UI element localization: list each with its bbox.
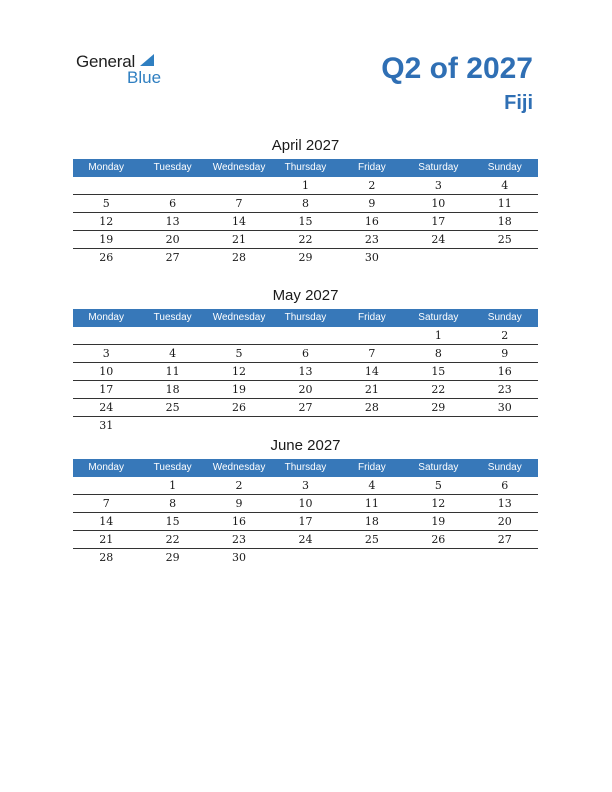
day-cell: 21 [364,383,379,396]
week-row [73,327,538,345]
day-cell: 28 [364,401,379,414]
weekday-label: Saturday [418,312,459,323]
day-cell: 25 [497,233,512,246]
week-row [73,231,538,249]
day-cell: 20 [298,383,313,396]
day-cell [206,417,272,434]
weekday-label: Monday [88,462,124,473]
weekday-header [73,309,538,327]
month-april [73,135,538,266]
day-cell: 11 [364,497,379,510]
week-row [73,213,538,231]
day-cell: 6 [301,347,309,360]
day-cell: 30 [232,551,247,564]
day-cell: 12 [232,365,247,378]
day-cell: 20 [165,233,180,246]
day-cell [339,327,405,344]
day-cell: 1 [301,179,309,192]
day-cell: 7 [368,347,376,360]
week-row [73,363,538,381]
day-cell [73,177,139,194]
day-cell: 2 [501,329,509,342]
weekday-label: Friday [358,162,386,173]
day-cell: 27 [165,251,180,264]
day-cell [405,549,471,566]
day-cell: 25 [165,401,180,414]
day-cell: 21 [99,533,114,546]
logo-blue-text: Blue [127,68,162,87]
day-cell [472,417,538,434]
day-cell: 3 [301,479,309,492]
day-cell: 11 [497,197,512,210]
day-cell: 6 [501,479,509,492]
weekday-label: Sunday [487,162,522,173]
day-cell [73,477,139,494]
day-cell: 2 [368,179,376,192]
day-cell: 8 [169,497,177,510]
weekday-label: Tuesday [153,462,192,473]
day-cell: 15 [431,365,446,378]
week-row [73,417,538,434]
day-cell [139,417,205,434]
month-june [73,435,538,566]
day-cell: 31 [99,419,114,432]
day-cell: 26 [232,401,247,414]
country-subtitle: Fiji [504,92,533,114]
day-cell: 4 [501,179,509,192]
day-cell: 25 [364,533,379,546]
weekday-label: Tuesday [153,312,192,323]
day-cell: 5 [235,347,243,360]
day-cell: 29 [298,251,313,264]
day-cell: 17 [298,515,313,528]
day-cell [405,417,471,434]
day-cell [206,177,272,194]
month-title: April 2027 [271,137,340,154]
day-cell [272,549,338,566]
day-cell: 14 [99,515,114,528]
day-cell: 23 [497,383,512,396]
day-cell [339,417,405,434]
day-cell: 11 [165,365,180,378]
weekday-label: Saturday [418,462,459,473]
day-cell: 9 [368,197,376,210]
day-cell: 16 [364,215,379,228]
day-cell: 21 [232,233,247,246]
day-cell: 14 [364,365,379,378]
day-cell: 19 [232,383,247,396]
weekday-label: Thursday [284,312,327,323]
day-cell: 17 [431,215,446,228]
weekday-label: Wednesday [212,162,266,173]
week-row [73,399,538,417]
weekday-label: Saturday [418,162,459,173]
day-cell: 29 [431,401,446,414]
week-row [73,495,538,513]
weekday-label: Wednesday [212,462,266,473]
day-cell: 28 [232,251,247,264]
day-cell: 29 [165,551,180,564]
day-cell: 15 [298,215,313,228]
day-cell: 27 [497,533,512,546]
day-cell: 12 [99,215,114,228]
week-row [73,177,538,195]
day-cell: 26 [99,251,114,264]
day-cell: 18 [165,383,180,396]
day-cell: 9 [235,497,243,510]
logo-general-text: General [76,52,136,71]
day-cell: 24 [99,401,114,414]
weekday-label: Friday [358,312,386,323]
weekday-label: Tuesday [153,162,192,173]
day-cell: 16 [232,515,247,528]
week-row [73,249,538,266]
day-cell: 5 [102,197,110,210]
weekday-label: Monday [88,312,124,323]
day-cell [472,249,538,266]
day-cell: 9 [501,347,509,360]
day-cell: 26 [431,533,446,546]
day-cell: 8 [301,197,309,210]
day-cell [139,177,205,194]
week-row [73,549,538,566]
week-row [73,345,538,363]
day-cell: 12 [431,497,446,510]
day-cell: 7 [102,497,110,510]
day-cell: 10 [431,197,446,210]
month-may [73,285,538,434]
day-cell: 18 [364,515,379,528]
day-cell: 14 [232,215,247,228]
day-cell [73,327,139,344]
day-cell: 13 [165,215,180,228]
day-cell: 19 [99,233,114,246]
day-cell: 23 [232,533,247,546]
day-cell: 20 [497,515,512,528]
week-row [73,531,538,549]
weekday-header [73,459,538,477]
day-cell: 22 [165,533,180,546]
day-cell: 16 [497,365,512,378]
day-cell: 3 [102,347,110,360]
page-title: Q2 of 2027 [381,52,533,85]
day-cell: 13 [497,497,512,510]
day-cell: 28 [99,551,114,564]
week-row [73,381,538,399]
week-row [73,195,538,213]
day-cell: 23 [364,233,379,246]
day-cell: 24 [298,533,313,546]
day-cell: 15 [165,515,180,528]
week-row [73,513,538,531]
day-cell: 7 [235,197,243,210]
day-cell [405,249,471,266]
day-cell: 30 [364,251,379,264]
day-cell: 13 [298,365,313,378]
week-row [73,477,538,495]
weekday-label: Sunday [487,462,522,473]
day-cell [472,549,538,566]
day-cell: 4 [169,347,177,360]
day-cell [339,549,405,566]
day-cell: 5 [434,479,442,492]
day-cell: 10 [298,497,313,510]
day-cell [206,327,272,344]
day-cell: 22 [298,233,313,246]
day-cell [139,327,205,344]
day-cell: 4 [368,479,376,492]
day-cell: 2 [235,479,243,492]
month-title: May 2027 [272,287,339,304]
weekday-label: Sunday [487,312,522,323]
weekday-label: Thursday [284,162,327,173]
day-cell: 3 [434,179,442,192]
day-cell: 30 [497,401,512,414]
day-cell: 6 [169,197,177,210]
day-cell: 8 [434,347,442,360]
day-cell: 10 [99,365,114,378]
day-cell [272,417,338,434]
day-cell: 1 [434,329,442,342]
day-cell [272,327,338,344]
weekday-label: Wednesday [212,312,266,323]
day-cell: 27 [298,401,313,414]
logo [76,52,176,88]
weekday-label: Thursday [284,462,327,473]
weekday-label: Monday [88,162,124,173]
month-title: June 2027 [270,437,341,454]
day-cell: 22 [431,383,446,396]
day-cell: 17 [99,383,114,396]
day-cell: 19 [431,515,446,528]
logo-triangle-icon [140,54,154,66]
day-cell: 24 [431,233,446,246]
weekday-label: Friday [358,462,386,473]
weekday-header [73,159,538,177]
day-cell: 1 [169,479,177,492]
day-cell: 18 [497,215,512,228]
